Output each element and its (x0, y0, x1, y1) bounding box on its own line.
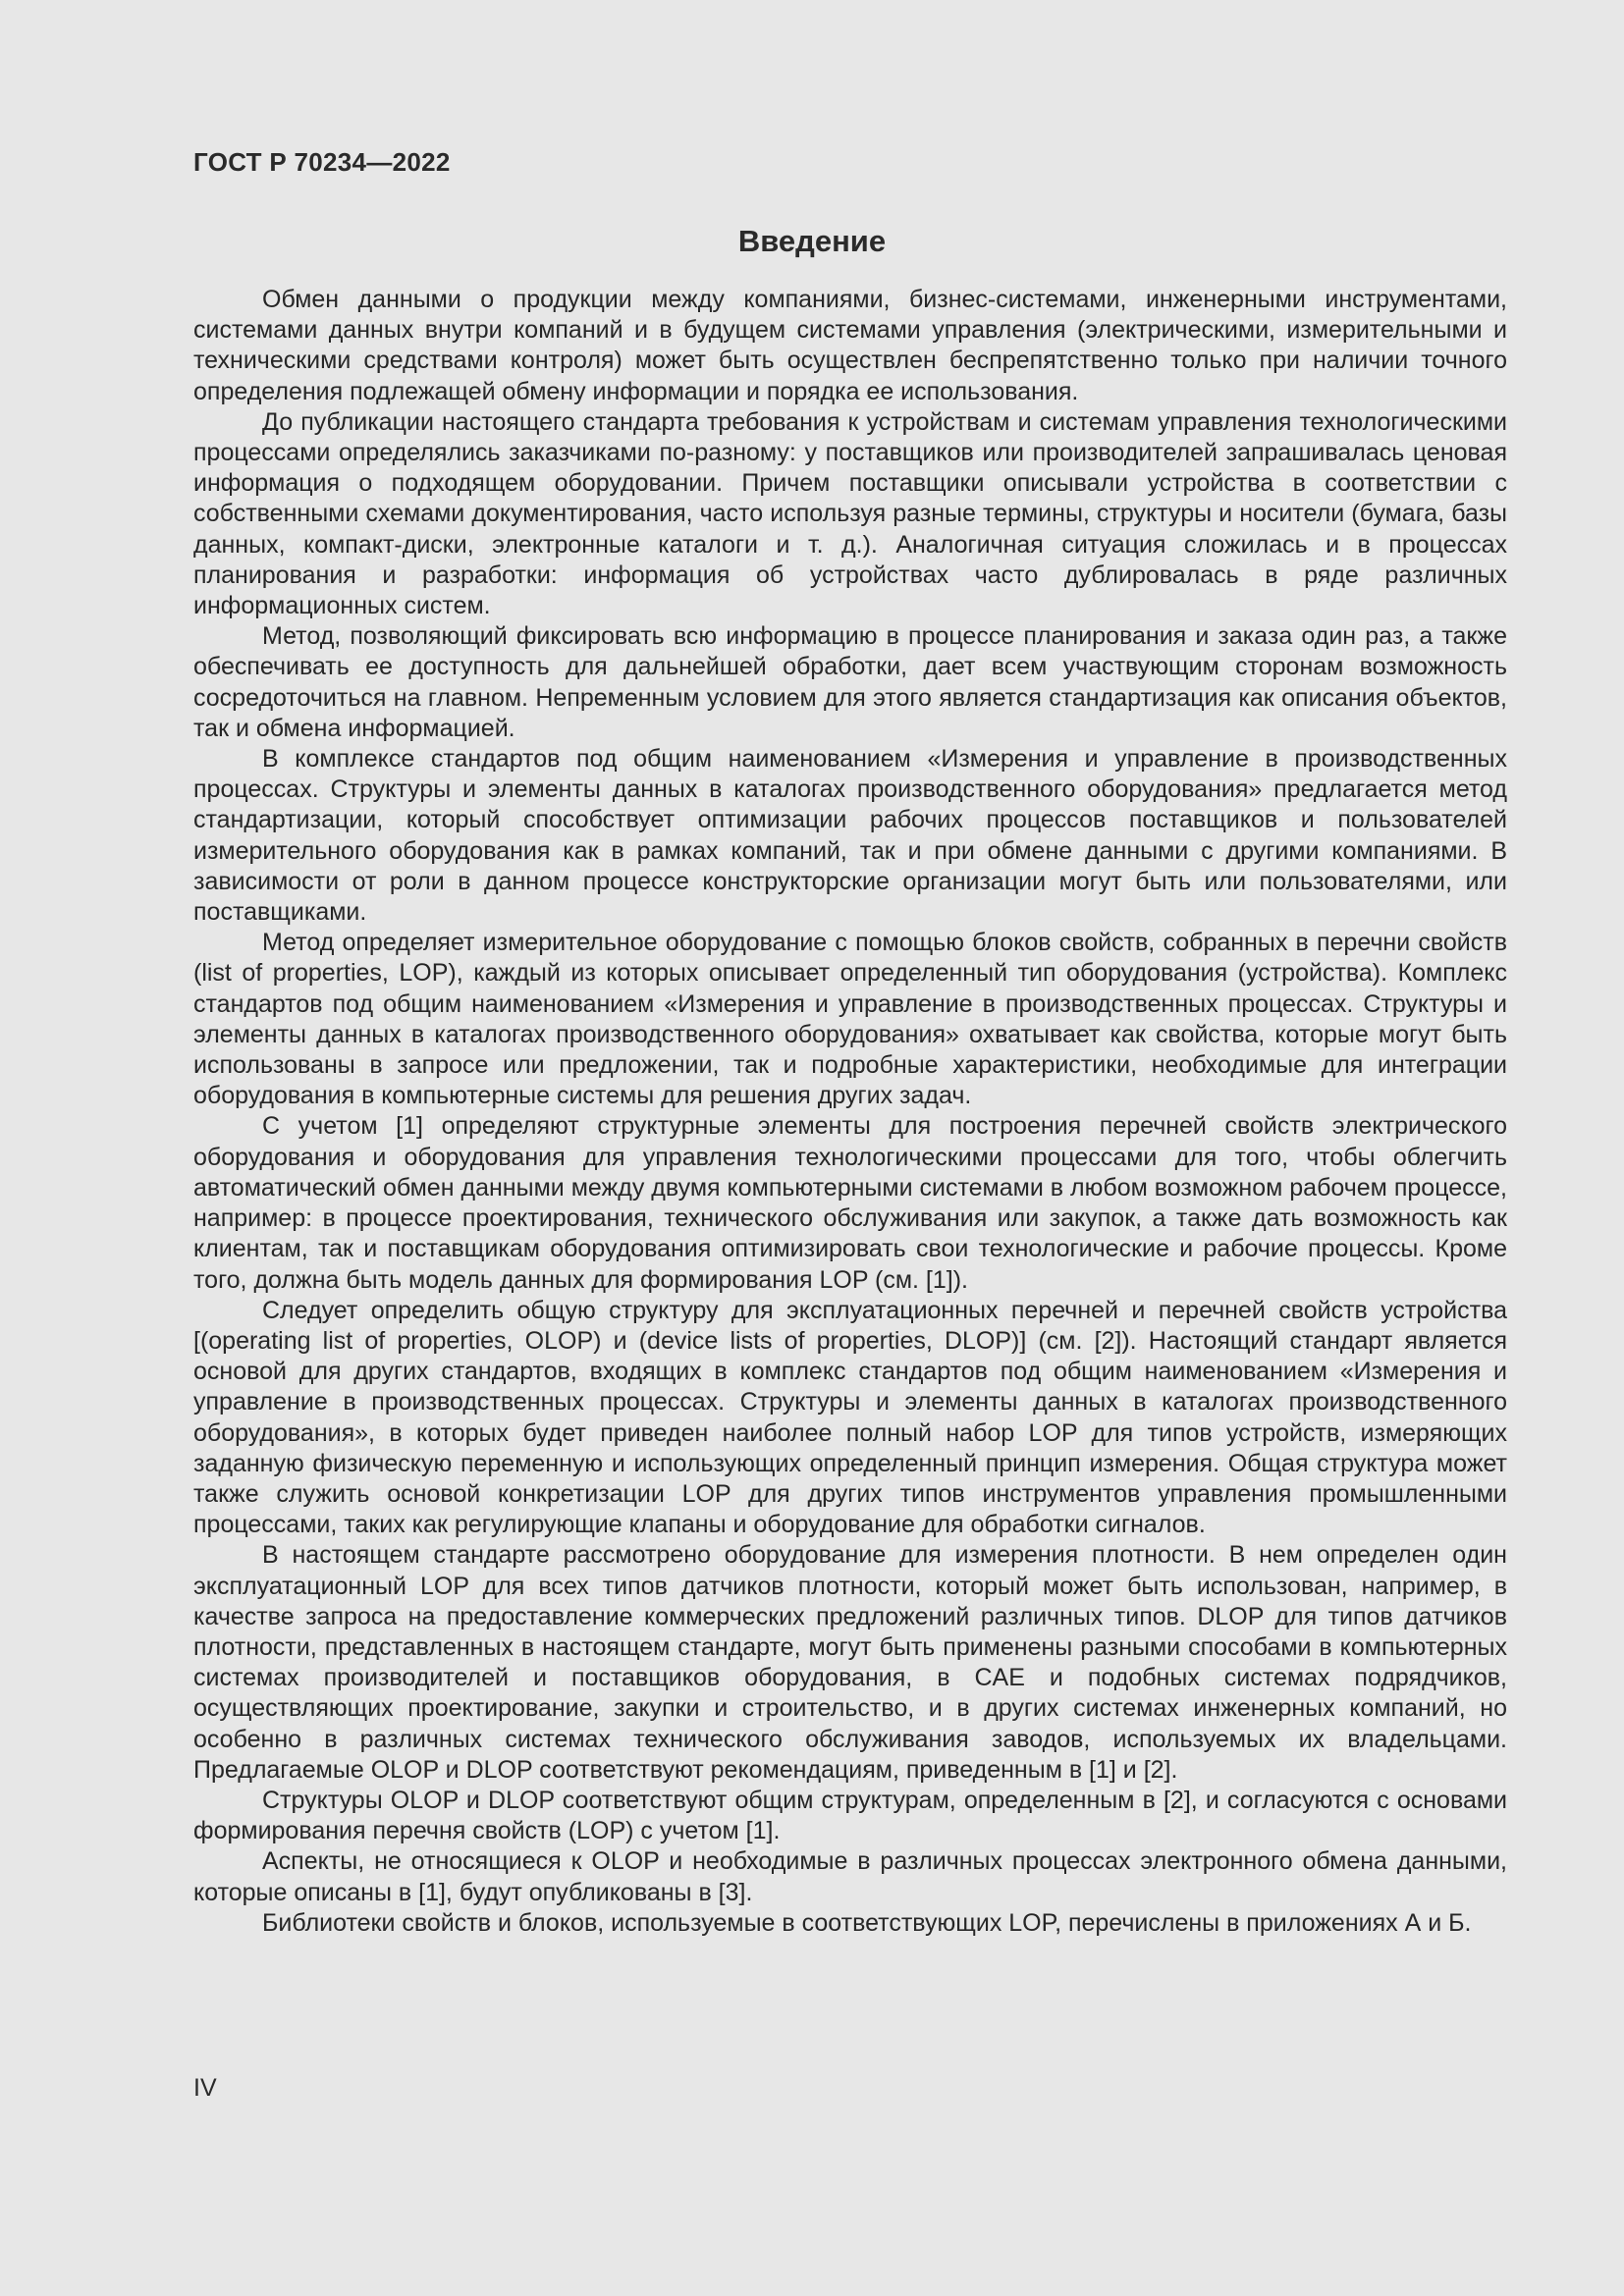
paragraph: Метод, позволяющий фиксировать всю информацию в процессе планирования и заказа один раз, а также обеспечивать ее доступность для дальнейшей обработки, дает всем участвующим сторонам возможность сосредоточиться на главном. Непременным условием для этого является стандартизация как описания объектов, так и обмена информацией. (193, 622, 1507, 742)
paragraph: Метод определяет измерительное оборудование с помощью блоков свойств, собранных в перечни свойств (list of properties, LOP), каждый из которых описывает определенный тип оборудования (устройства). Комплекс стандартов под общим наименованием «Измерения и управление в производственных процессах. Структуры и элементы данных в каталогах производственного оборудования» охватывает как свойства, которые могут быть использованы в запросе или предложении, так и подробные характеристики, необходимые для интеграции оборудования в компьютерные системы для решения других задач. (193, 929, 1507, 1110)
paragraph: Следует определить общую структуру для эксплуатационных перечней и перечней свойств устройства [(operating list of properties, OLOP) и (device lists of properties, DLOP)] (см. [2]). Настоящий стандарт является основой для других стандартов, входящих в комплекс стандартов под общим наименованием «Измерения и управление в производственных процессах. Структуры и элементы данных в каталогах производственного оборудования», в которых будет приведен наиболее полный набор LOP для типов устройств, измеряющих заданную физическую переменную и использующих определенный принцип измерения. Общая структура может также служить основой конкретизации LOP для других типов инструментов управления промышленными процессами, таких как регулирующие клапаны и оборудование для обработки сигналов. (193, 1296, 1507, 1539)
paragraph: Библиотеки свойств и блоков, используемые в соответствующих LOP, перечислены в приложениях А и Б. (262, 1908, 1472, 1937)
body-text (193, 285, 1507, 1939)
standard-code-header: ГОСТ Р 70234—2022 (193, 147, 451, 177)
paragraph: Структуры OLOP и DLOP соответствуют общим структурам, определенным в [2], и согласуются с основами формирования перечня свойств (LOP) с учетом [1]. (193, 1786, 1507, 1845)
paragraph: В настоящем стандарте рассмотрено оборудование для измерения плотности. В нем определен один эксплуатационный LOP для всех типов датчиков плотности, который может быть использован, например, в качестве запроса на предоставление коммерческих предложений различных типов. DLOP для типов датчиков плотности, представленных в настоящем стандарте, могут быть применены разными способами в компьютерных системах производителей и поставщиков оборудования, в CAE и подобных системах подрядчиков, осуществляющих проектирование, закупки и строительство, и в других системах инженерных компаний, но особенно в различных системах технического обслуживания заводов, используемых их владельцами. Предлагаемые OLOP и DLOP соответствуют рекомендациям, приведенным в [1] и [2]. (193, 1541, 1507, 1784)
paragraph: С учетом [1] определяют структурные элементы для построения перечней свойств электрического оборудования и оборудования для управления технологическими процессами для того, чтобы облегчить автоматический обмен данными между двумя компьютерными системами в любом возможном рабочем процессе, например: в процессе проектирования, технического обслуживания или закупок, а также дать возможность как клиентам, так и поставщикам оборудования оптимизировать свои технологические и рабочие процессы. Кроме того, должна быть модель данных для формирования LOP (см. [1]). (193, 1112, 1507, 1294)
page-number: IV (193, 2074, 217, 2102)
paragraph: Аспекты, не относящиеся к OLOP и необходимые в различных процессах электронного обмена данными, которые описаны в [1], будут опубликованы в [3]. (193, 1847, 1507, 1906)
paragraph: Обмен данными о продукции между компаниями, бизнес-системами, инженерными инструментами, системами данных внутри компаний и в будущем системами управления (электрическими, измерительными и техническими средствами контроля) может быть осуществлен беспрепятственно только при наличии точного определения подлежащей обмену информации и порядка ее использования. (193, 286, 1507, 405)
paragraph: До публикации настоящего стандарта требования к устройствам и системам управления технологическими процессами определялись заказчиками по-разному: у поставщиков или производителей запрашивалась ценовая информация о подходящем оборудовании. Причем поставщики описывали устройства в соответствии с собственными схемами документирования, часто используя разные термины, структуры и носители (бумага, базы данных, компакт-диски, электронные каталоги и т. д.). Аналогичная ситуация сложилась и в процессах планирования и разработки: информация об устройствах часто дублировалась в ряде различных информационных систем. (193, 407, 1507, 620)
section-title: Введение (737, 224, 887, 258)
paragraph: В комплексе стандартов под общим наименованием «Измерения и управление в производственных процессах. Структуры и элементы данных в каталогах производственного оборудования» предлагается метод стандартизации, который способствует оптимизации рабочих процессов поставщиков и пользователей измерительного оборудования как в рамках компаний, так и при обмене данными с другими компаниями. В зависимости от роли в данном процессе конструкторские организации могут быть или пользователями, или поставщиками. (193, 745, 1507, 927)
